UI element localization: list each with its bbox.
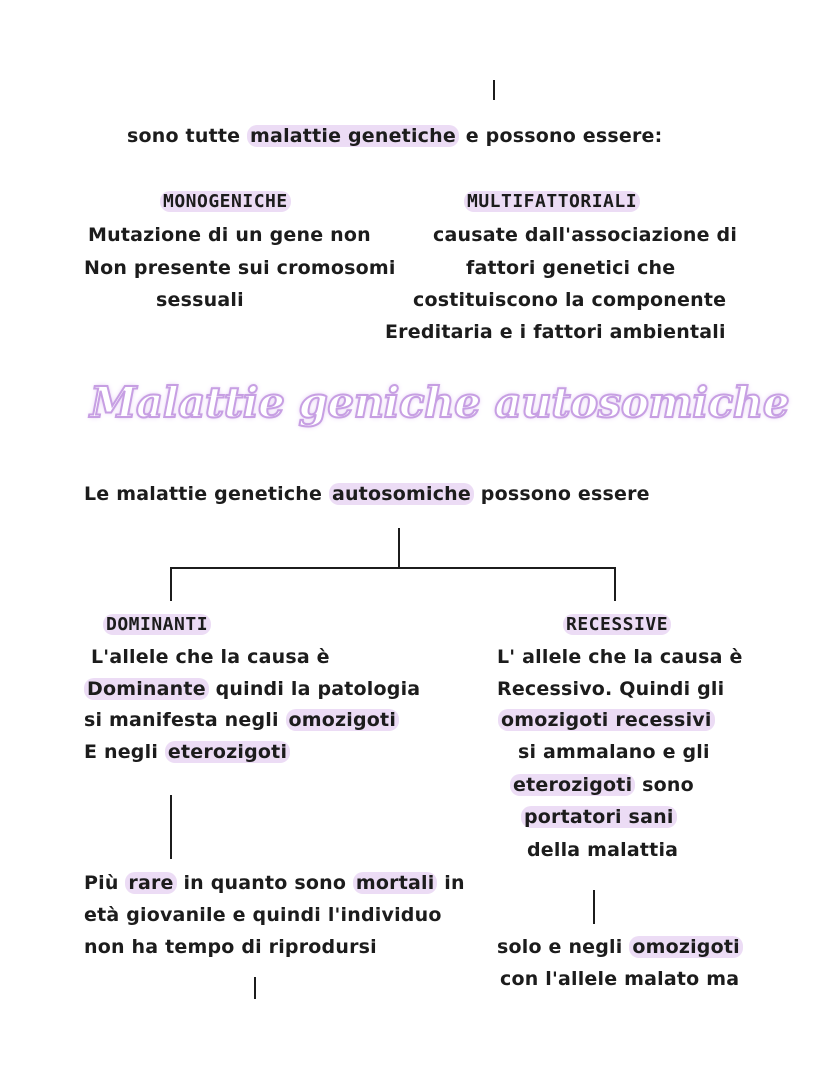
monogeniche-heading-text: MONOGENICHE [160,191,291,212]
monogeniche-line-2: Non presente sui cromosomi [84,257,396,279]
intro-pre: sono tutte [127,125,248,147]
tree-right-drop [614,567,616,601]
autosomiche-highlight: autosomiche [329,483,474,505]
intro-sentence [127,124,662,148]
recessive-heading-text: RECESSIVE [563,614,671,635]
recessive-line-2: Recessivo. Quindi gli [497,678,725,700]
monogeniche-heading [160,190,291,214]
recessive-line-6 [521,805,677,829]
tree-left-drop [170,567,172,601]
recessive-line-6-highlight: portatori sani [521,806,677,828]
recessive-line-5-highlight: eterozigoti [510,774,635,796]
recessive-line-7: della malattia [527,839,679,861]
dominanti-line-4 [84,740,290,764]
recessive-line-4: si ammalano e gli [518,741,710,763]
tree-bar [170,567,616,569]
dominanti-line-4-text: E negli [84,741,165,763]
multifattoriali-heading-text: MULTIFATTORIALI [464,191,640,212]
page-title: Malattie geniche autosomiche [90,378,790,427]
dominanti-heading [103,613,211,637]
dominanti-heading-text: DOMINANTI [103,614,211,635]
monogeniche-line-1: Mutazione di un gene non [88,224,371,246]
dominanti-line-2 [84,677,420,701]
intro-post: e possono essere: [458,125,663,147]
dominanti-line-2-highlight: Dominante [84,678,209,700]
recessive-line-5-text: sono [635,774,694,796]
monogeniche-line-3: sessuali [156,289,244,311]
multifattoriali-line-1: causate dall'associazione di [433,224,738,246]
dominanti-note-2: età giovanile e quindi l'individuo [84,904,442,926]
recessive-note-1-highlight: omozigoti [629,936,743,958]
recessive-line-3 [498,708,715,732]
dominanti-bottom-tick [254,977,256,999]
recessive-line-1: L' allele che la causa è [497,646,743,668]
autosomiche-sentence [84,482,650,506]
dominanti-note-1-a: Più [84,872,126,894]
dominanti-note-1 [84,871,465,895]
dominanti-note-1-b: in quanto sono [176,872,353,894]
multifattoriali-heading [464,190,640,214]
multifattoriali-line-2: fattori genetici che [466,257,676,279]
dominanti-note-3: non ha tempo di riprodursi [84,936,377,958]
recessive-note-2: con l'allele malato ma [500,968,740,990]
tree-stem [398,528,400,568]
recessive-note-1 [497,935,743,959]
dominanti-line-3 [84,708,399,732]
recessive-connector [593,890,595,924]
dominanti-note-1-hl-b: mortali [353,872,438,894]
dominanti-note-1-hl-a: rare [125,872,176,894]
dominanti-line-2-text: quindi la patologia [208,678,421,700]
recessive-line-5 [510,773,694,797]
recessive-note-1-text: solo e negli [497,936,630,958]
dominanti-note-1-c: in [437,872,465,894]
dominanti-line-4-highlight: eterozigoti [165,741,290,763]
autosomiche-post: possono essere [473,483,650,505]
dominanti-connector [170,795,172,859]
recessive-line-3-highlight: omozigoti recessivi [498,709,715,731]
dominanti-line-3-text: si manifesta negli [84,709,286,731]
intro-highlight: malattie genetiche [247,125,459,147]
recessive-heading [563,613,671,637]
multifattoriali-line-3: costituiscono la componente [413,289,727,311]
dominanti-line-3-highlight: omozigoti [286,709,400,731]
connector-top [493,80,495,100]
dominanti-line-1: L'allele che la causa è [91,646,330,668]
multifattoriali-line-4: Ereditaria e i fattori ambientali [385,321,726,343]
autosomiche-pre: Le malattie genetiche [84,483,329,505]
